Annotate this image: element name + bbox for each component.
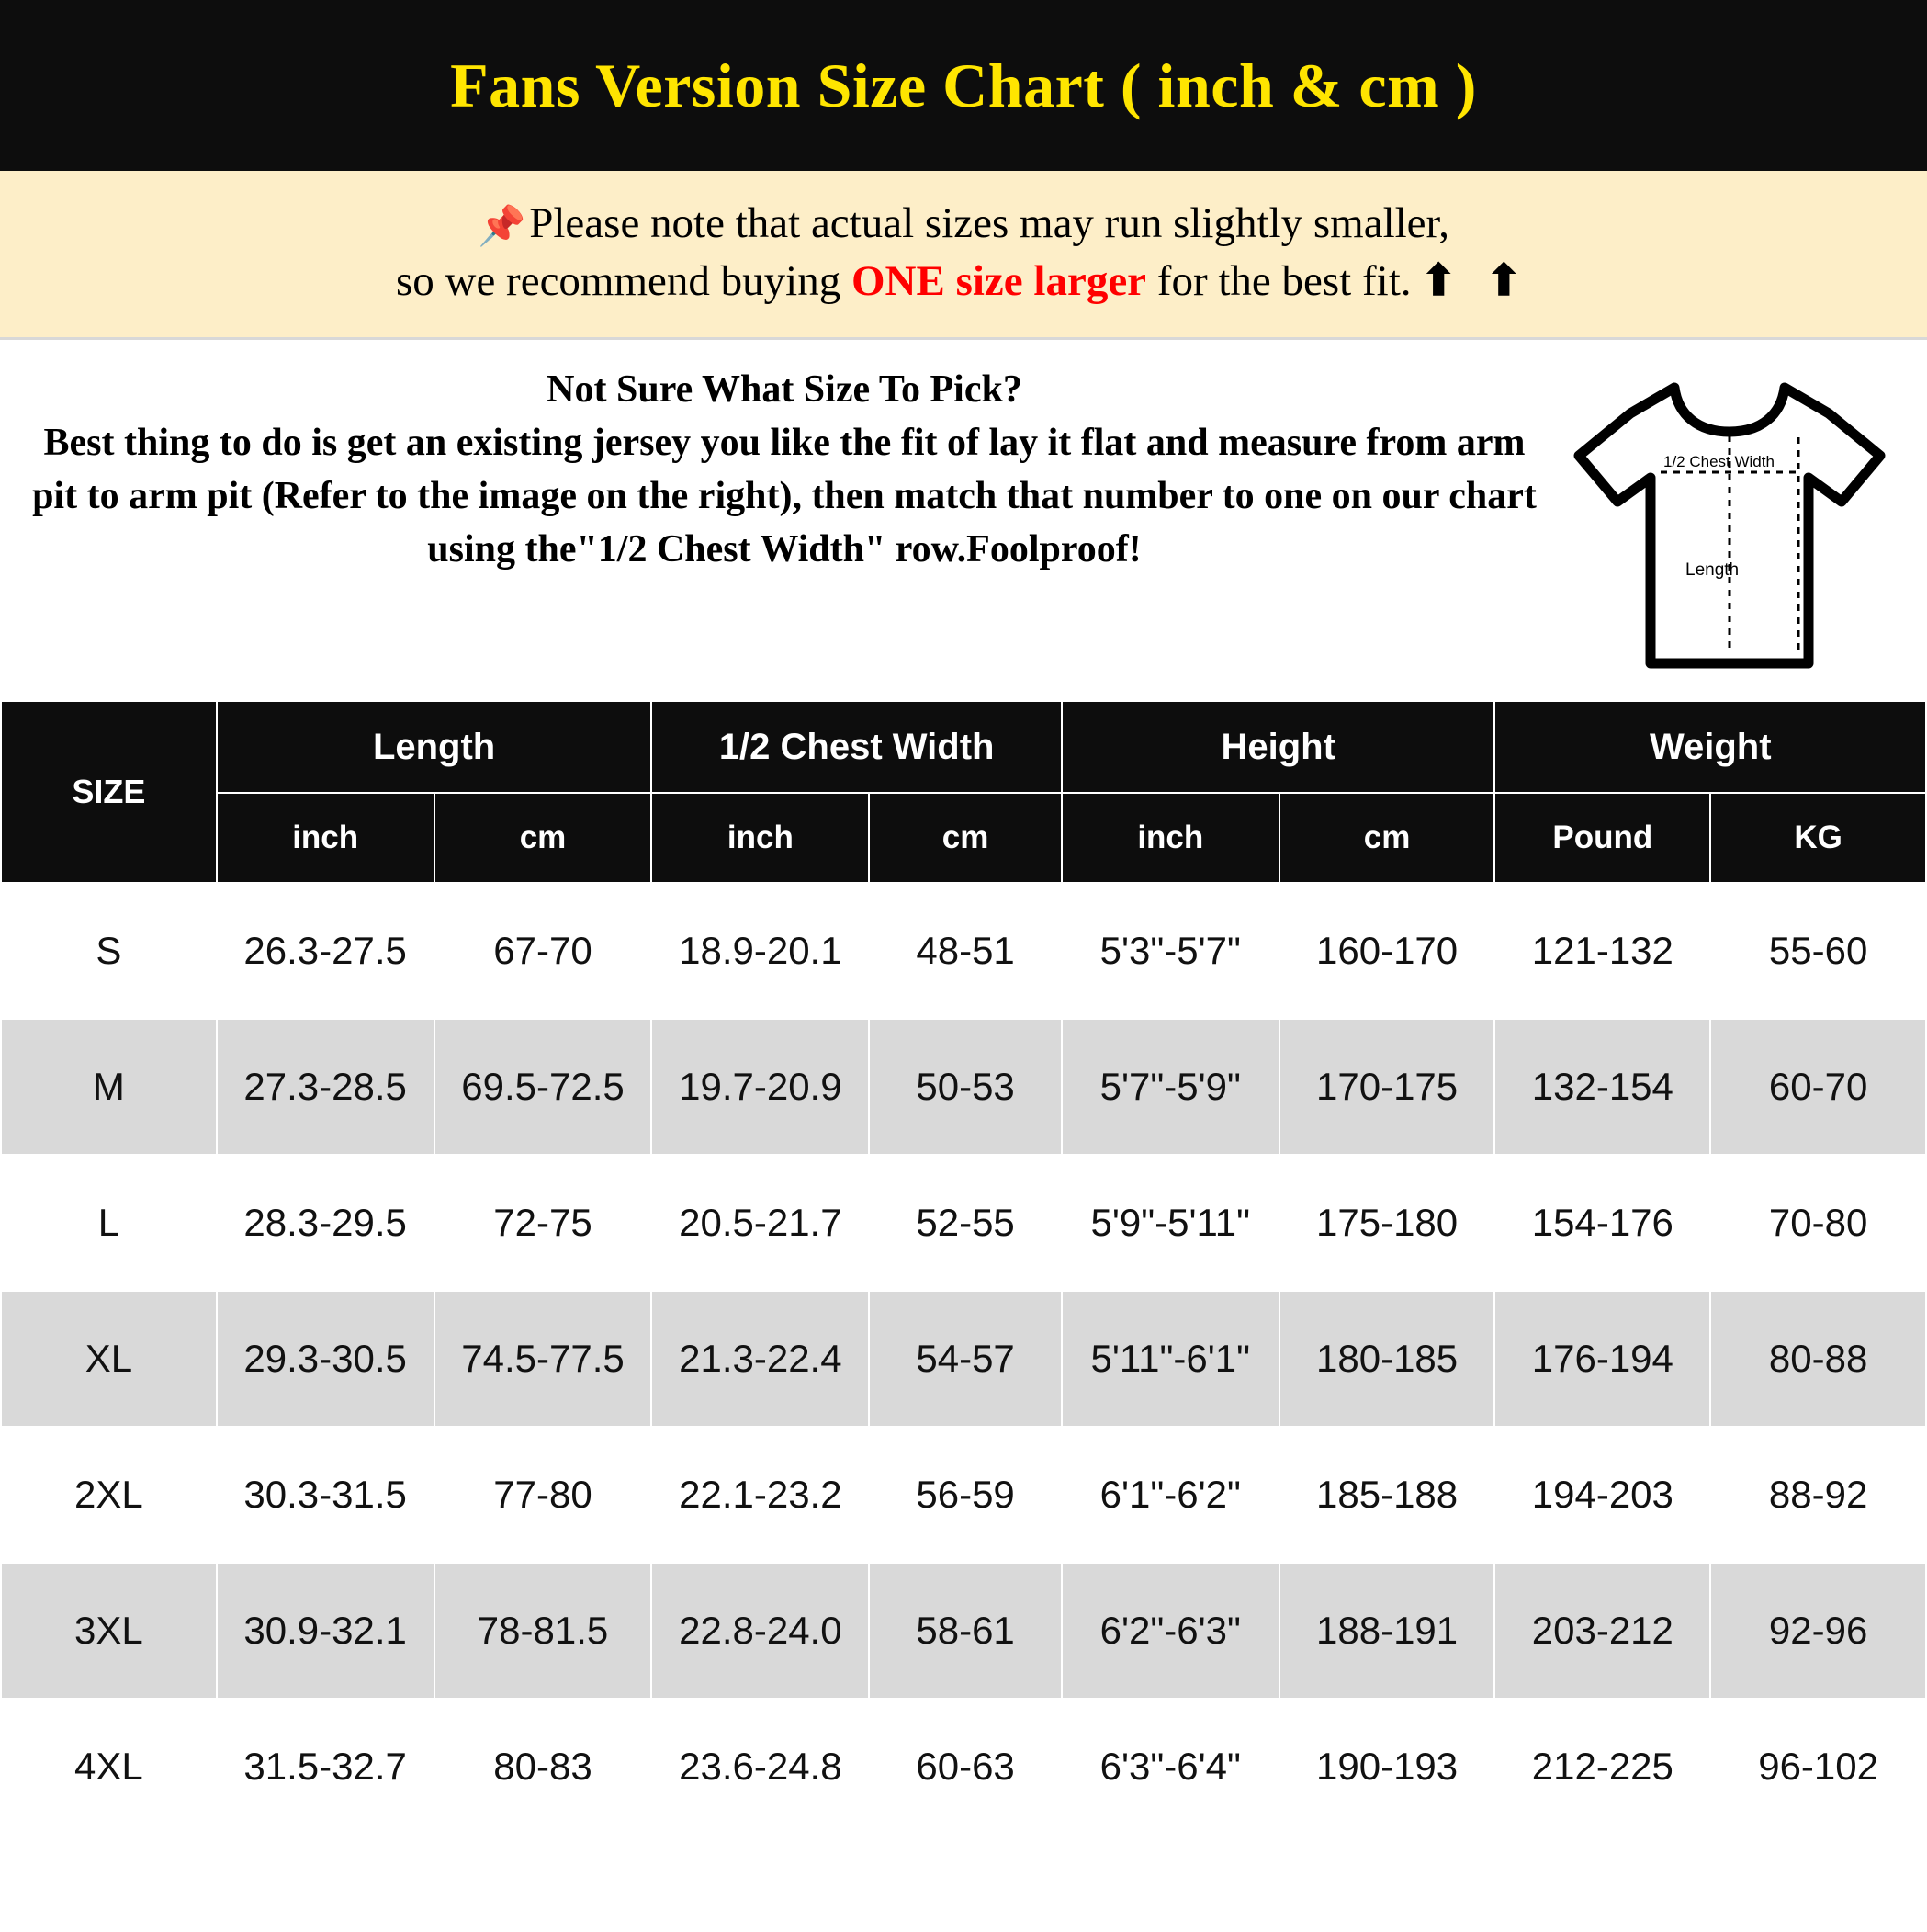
group-header-row [1, 701, 1926, 793]
cell-chest-cm: 58-61 [869, 1563, 1062, 1699]
cell-height-cm: 185-188 [1279, 1427, 1495, 1563]
size-table [0, 700, 1927, 1836]
cell-chest-inch: 19.7-20.9 [651, 1019, 869, 1155]
length-label: Length [1685, 560, 1740, 581]
cell-weight-lb: 132-154 [1494, 1019, 1710, 1155]
cell-chest-inch: 22.8-24.0 [651, 1563, 869, 1699]
cell-length-cm: 77-80 [434, 1427, 652, 1563]
cell-weight-kg: 60-70 [1710, 1019, 1926, 1155]
cell-height-inch: 6'3"-6'4" [1062, 1699, 1279, 1835]
page-title: Fans Version Size Chart ( inch & cm ) [450, 50, 1477, 120]
advice-body: Best thing to do is get an existing jersey you like the fit of lay it flat and measure from arm pit to arm pit (Refer to the image on the right), then match that number to one on our chart using the"1/2 Chest Width" row.Foolproof! [32, 422, 1537, 571]
cell-size: 2XL [1, 1427, 217, 1563]
cell-weight-kg: 96-102 [1710, 1699, 1926, 1835]
table-row [1, 1291, 1926, 1427]
cell-weight-kg: 70-80 [1710, 1155, 1926, 1291]
cell-length-cm: 69.5-72.5 [434, 1019, 652, 1155]
advice-heading: Not Sure What Size To Pick? [547, 368, 1022, 412]
header-length-inch: inch [217, 793, 434, 883]
tshirt-diagram [1550, 360, 1909, 684]
cell-height-cm: 160-170 [1279, 883, 1495, 1019]
cell-size: 3XL [1, 1563, 217, 1699]
cell-height-inch: 5'3"-5'7" [1062, 883, 1279, 1019]
cell-weight-lb: 154-176 [1494, 1155, 1710, 1291]
cell-height-inch: 6'2"-6'3" [1062, 1563, 1279, 1699]
table-row [1, 1019, 1926, 1155]
header-group-weight: Weight [1494, 701, 1926, 793]
cell-weight-lb: 176-194 [1494, 1291, 1710, 1427]
cell-size: S [1, 883, 217, 1019]
cell-chest-cm: 56-59 [869, 1427, 1062, 1563]
cell-length-cm: 80-83 [434, 1699, 652, 1835]
cell-chest-cm: 52-55 [869, 1155, 1062, 1291]
cell-weight-kg: 92-96 [1710, 1563, 1926, 1699]
header-group-height: Height [1062, 701, 1495, 793]
note-text-2-after: for the best fit. [1146, 257, 1412, 306]
advice-text [18, 360, 1550, 577]
cell-height-cm: 170-175 [1279, 1019, 1495, 1155]
cell-length-inch: 31.5-32.7 [217, 1699, 434, 1835]
cell-size: XL [1, 1291, 217, 1427]
cell-weight-kg: 80-88 [1710, 1291, 1926, 1427]
cell-height-cm: 180-185 [1279, 1291, 1495, 1427]
header-weight-kg: KG [1710, 793, 1926, 883]
cell-weight-lb: 203-212 [1494, 1563, 1710, 1699]
note-line-2 [37, 253, 1890, 310]
cell-length-inch: 28.3-29.5 [217, 1155, 434, 1291]
header-size: SIZE [1, 701, 217, 883]
header-length-cm: cm [434, 793, 652, 883]
cell-length-inch: 27.3-28.5 [217, 1019, 434, 1155]
cell-size: 4XL [1, 1699, 217, 1835]
header-height-cm: cm [1279, 793, 1495, 883]
cell-weight-lb: 212-225 [1494, 1699, 1710, 1835]
chest-label: 1/2 Chest Width [1663, 453, 1775, 471]
tshirt-measure-icon [1564, 371, 1895, 684]
cell-length-inch: 26.3-27.5 [217, 883, 434, 1019]
header-chest-inch: inch [651, 793, 869, 883]
cell-height-cm: 188-191 [1279, 1563, 1495, 1699]
cell-chest-inch: 20.5-21.7 [651, 1155, 869, 1291]
advice-block [0, 340, 1927, 700]
table-row [1, 1699, 1926, 1835]
note-band [0, 171, 1927, 340]
header-weight-pound: Pound [1494, 793, 1710, 883]
header-group-chest: 1/2 Chest Width [651, 701, 1061, 793]
note-line-1 [37, 195, 1890, 253]
cell-chest-cm: 60-63 [869, 1699, 1062, 1835]
cell-weight-kg: 55-60 [1710, 883, 1926, 1019]
cell-length-cm: 72-75 [434, 1155, 652, 1291]
header-height-inch: inch [1062, 793, 1279, 883]
table-row [1, 1563, 1926, 1699]
header-group-length: Length [217, 701, 652, 793]
cell-chest-inch: 21.3-22.4 [651, 1291, 869, 1427]
cell-weight-kg: 88-92 [1710, 1427, 1926, 1563]
note-text-2-before: so we recommend buying [395, 257, 851, 306]
cell-height-cm: 190-193 [1279, 1699, 1495, 1835]
note-text-1: Please note that actual sizes may run slightly smaller, [529, 199, 1450, 247]
cell-size: L [1, 1155, 217, 1291]
header-chest-cm: cm [869, 793, 1062, 883]
cell-chest-inch: 23.6-24.8 [651, 1699, 869, 1835]
cell-chest-cm: 54-57 [869, 1291, 1062, 1427]
title-bar [0, 0, 1927, 171]
sub-header-row [1, 793, 1926, 883]
table-row [1, 1427, 1926, 1563]
cell-chest-inch: 18.9-20.1 [651, 883, 869, 1019]
cell-chest-inch: 22.1-23.2 [651, 1427, 869, 1563]
arrow-up-icon: ⬆ ⬆ [1420, 257, 1532, 306]
table-body [1, 883, 1926, 1835]
cell-weight-lb: 121-132 [1494, 883, 1710, 1019]
cell-length-inch: 29.3-30.5 [217, 1291, 434, 1427]
cell-height-cm: 175-180 [1279, 1155, 1495, 1291]
table-head [1, 701, 1926, 883]
table-row [1, 883, 1926, 1019]
cell-chest-cm: 48-51 [869, 883, 1062, 1019]
cell-length-cm: 74.5-77.5 [434, 1291, 652, 1427]
cell-height-inch: 5'7"-5'9" [1062, 1019, 1279, 1155]
cell-weight-lb: 194-203 [1494, 1427, 1710, 1563]
cell-height-inch: 5'9"-5'11" [1062, 1155, 1279, 1291]
cell-chest-cm: 50-53 [869, 1019, 1062, 1155]
cell-height-inch: 6'1"-6'2" [1062, 1427, 1279, 1563]
note-highlight: ONE size larger [851, 257, 1147, 306]
table-row [1, 1155, 1926, 1291]
cell-length-inch: 30.3-31.5 [217, 1427, 434, 1563]
pushpin-icon: 📌 [477, 206, 526, 248]
cell-size: M [1, 1019, 217, 1155]
cell-length-cm: 67-70 [434, 883, 652, 1019]
cell-height-inch: 5'11"-6'1" [1062, 1291, 1279, 1427]
cell-length-inch: 30.9-32.1 [217, 1563, 434, 1699]
cell-length-cm: 78-81.5 [434, 1563, 652, 1699]
